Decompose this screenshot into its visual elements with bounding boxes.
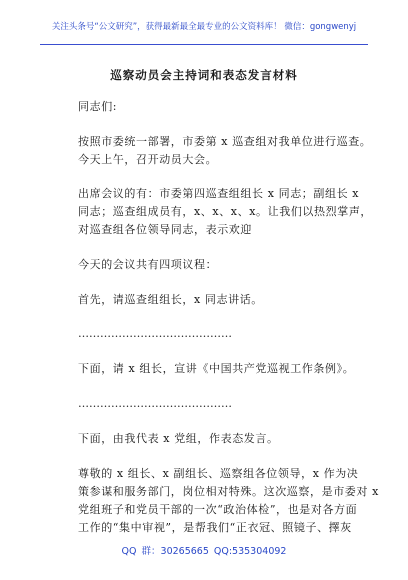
paragraph-2-line-1: 出席会议的有：市委第四巡查组组长 x 同志；副组长 x [78,187,360,200]
ellipsis-separator-2: …………………………………… [78,397,232,410]
header-divider [40,44,368,45]
paragraph-2-line-3: 对巡查组各位领导同志，表示欢迎 [78,223,252,236]
paragraph-1-line-1: 按照市委统一部署，市委第 x 巡查组对我单位进行巡查。 [78,135,372,148]
paragraph-5: 下面，请 x 组长，宣讲《中国共产党巡视工作条例》。 [78,362,355,375]
paragraph-7-line-1: 尊敬的 x 组长、x 副组长、巡察组各位领导，x 作为决 [78,467,359,480]
paragraph-4: 首先，请巡查组组长，x 同志讲话。 [78,293,263,306]
paragraph-7-line-3: 党组班子和党员干部的一次“政治体检”，也是对各方面 [78,503,358,516]
ellipsis-separator-1: …………………………………… [78,327,232,340]
promo-text: 关注头条号“公文研究”，获得最新最全最专业的公文资料库！ 微信：gongwenyj [51,22,357,32]
paragraph-1-line-2: 今天上午，召开动员大会。 [78,153,218,166]
contact-footer: QQ 群：30265665 QQ:535304092 [121,546,287,557]
document-title: 巡察动员会主持词和表态发言材料 [110,68,298,82]
paragraph-7-line-2: 策参谋和服务部门，岗位相对特殊。这次巡察，是市委对 x [78,485,379,498]
paragraph-6: 下面，由我代表 x 党组，作表态发言。 [78,432,279,445]
paragraph-3: 今天的会议共有四项议程： [78,258,218,271]
paragraph-2-line-2: 同志；巡查组成员有，x、x、x、x。让我们以热烈掌声， [78,205,373,218]
paragraph-7-line-4: 工作的“集中审视”，是帮我们“正衣冠、照镜子、擇灰 [78,521,352,534]
salutation: 同志们: [78,100,118,113]
